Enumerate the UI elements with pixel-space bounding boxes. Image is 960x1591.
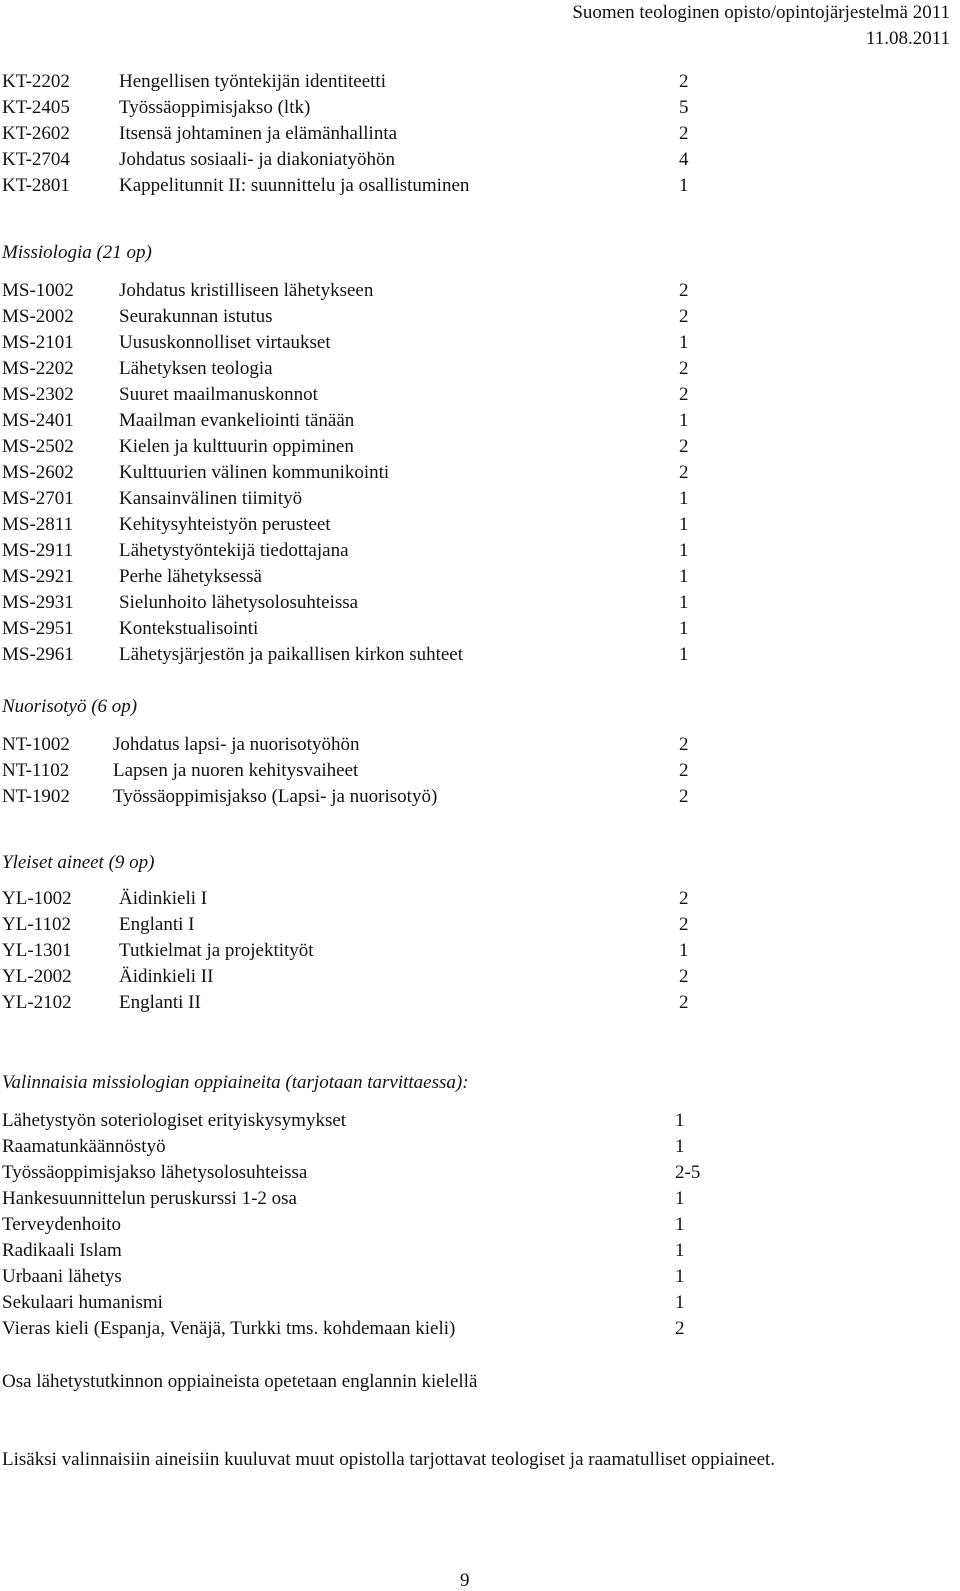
course-code: MS-2202 — [2, 358, 74, 379]
course-name: Lapsen ja nuoren kehitysvaiheet — [113, 760, 359, 781]
course-name: Tutkielmat ja projektityöt — [119, 940, 314, 961]
course-name: Uususkonnolliset virtaukset — [119, 332, 331, 353]
course-code: YL-1102 — [2, 914, 71, 935]
header-date: 11.08.2011 — [865, 28, 950, 49]
elective-row — [2, 1238, 685, 1264]
course-code: MS-2911 — [2, 540, 74, 561]
course-name: Englanti I — [119, 914, 195, 935]
elective-name: Raamatunkäännöstyö — [2, 1136, 166, 1157]
course-code: KT-2202 — [2, 71, 70, 92]
course-name: Seurakunnan istutus — [119, 306, 273, 327]
course-code: MS-2602 — [2, 462, 74, 483]
course-name: Työssäoppimisjakso (ltk) — [119, 97, 311, 118]
elective-credits: 1 — [675, 1110, 685, 1131]
course-credits: 2 — [679, 71, 689, 92]
course-credits: 2 — [679, 734, 689, 755]
elective-row — [2, 1264, 685, 1290]
course-code: KT-2704 — [2, 149, 70, 170]
course-credits: 2 — [679, 280, 689, 301]
course-name: Kansainvälinen tiimityö — [119, 488, 303, 509]
course-name: Äidinkieli II — [119, 966, 214, 987]
course-credits: 2 — [679, 992, 689, 1013]
course-credits: 1 — [679, 175, 689, 196]
course-code: NT-1902 — [2, 786, 70, 807]
page-number: 9 — [460, 1570, 470, 1591]
course-code: NT-1002 — [2, 734, 70, 755]
elective-credits: 1 — [675, 1214, 685, 1235]
note-additional: Lisäksi valinnaisiin aineisiin kuuluvat muut opistolla tarjottavat teologiset ja raamatulliset oppiaineet. — [2, 1449, 776, 1470]
course-code: MS-1002 — [2, 280, 74, 301]
course-code: KT-2405 — [2, 97, 70, 118]
section-heading-nuorisotyo: Nuorisotyö (6 op) — [2, 696, 138, 717]
course-code: MS-2401 — [2, 410, 74, 431]
course-code: MS-2951 — [2, 618, 74, 639]
course-code: MS-2502 — [2, 436, 74, 457]
course-credits: 5 — [679, 97, 689, 118]
course-code: MS-2002 — [2, 306, 74, 327]
course-name: Itsensä johtaminen ja elämänhallinta — [119, 123, 398, 144]
course-code: YL-2102 — [2, 992, 72, 1013]
course-name: Sielunhoito lähetysolosuhteissa — [119, 592, 359, 613]
course-credits: 1 — [679, 514, 689, 535]
course-name: Kontekstualisointi — [119, 618, 259, 639]
elective-credits: 1 — [675, 1136, 685, 1157]
elective-credits: 2-5 — [675, 1162, 701, 1183]
elective-credits: 1 — [675, 1240, 685, 1261]
course-credits: 2 — [679, 436, 689, 457]
course-name: Englanti II — [119, 992, 201, 1013]
course-code: MS-2101 — [2, 332, 74, 353]
elective-row — [2, 1186, 685, 1212]
section-heading-valinnaisia: Valinnaisia missiologian oppiaineita (tarjotaan tarvittaessa): — [2, 1072, 469, 1093]
elective-name: Sekulaari humanismi — [2, 1292, 163, 1313]
course-name: Työssäoppimisjakso (Lapsi- ja nuorisotyö) — [113, 786, 438, 807]
course-credits: 2 — [679, 123, 689, 144]
course-code: YL-1002 — [2, 888, 72, 909]
elective-row — [2, 1212, 685, 1238]
course-name: Kehitysyhteistyön perusteet — [119, 514, 331, 535]
course-code: MS-2961 — [2, 644, 74, 665]
course-credits: 1 — [679, 410, 689, 431]
course-code: MS-2302 — [2, 384, 74, 405]
elective-name: Terveydenhoito — [2, 1214, 121, 1235]
course-name: Suuret maailmanuskonnot — [119, 384, 318, 405]
course-name: Lähetyksen teologia — [119, 358, 273, 379]
course-code: KT-2602 — [2, 123, 70, 144]
elective-name: Urbaani lähetys — [2, 1266, 122, 1287]
elective-credits: 1 — [675, 1188, 685, 1209]
course-credits: 1 — [679, 332, 689, 353]
elective-name: Radikaali Islam — [2, 1240, 122, 1261]
course-credits: 1 — [679, 540, 689, 561]
course-code: MS-2701 — [2, 488, 74, 509]
course-name: Kielen ja kulttuurin oppiminen — [119, 436, 354, 457]
course-credits: 4 — [679, 149, 689, 170]
course-credits: 2 — [679, 966, 689, 987]
elective-credits: 1 — [675, 1266, 685, 1287]
elective-name: Vieras kieli (Espanja, Venäjä, Turkki tms. kohdemaan kieli) — [2, 1318, 456, 1339]
course-code: YL-1301 — [2, 940, 72, 961]
course-code: MS-2921 — [2, 566, 74, 587]
course-credits: 2 — [679, 306, 689, 327]
course-name: Johdatus lapsi- ja nuorisotyöhön — [113, 734, 360, 755]
course-credits: 1 — [679, 618, 689, 639]
course-credits: 1 — [679, 592, 689, 613]
elective-name: Lähetystyön soteriologiset erityiskysymykset — [2, 1110, 347, 1131]
section-heading-yleiset: Yleiset aineet (9 op) — [2, 852, 155, 873]
elective-row — [2, 1108, 685, 1134]
course-credits: 2 — [679, 358, 689, 379]
course-credits: 2 — [679, 462, 689, 483]
course-credits: 1 — [679, 488, 689, 509]
course-name: Maailman evankeliointi tänään — [119, 410, 355, 431]
elective-row — [2, 1290, 685, 1316]
course-credits: 1 — [679, 566, 689, 587]
course-code: MS-2931 — [2, 592, 74, 613]
course-credits: 1 — [679, 644, 689, 665]
course-name: Hengellisen työntekijän identiteetti — [119, 71, 386, 92]
elective-row — [2, 1316, 685, 1342]
elective-credits: 2 — [675, 1318, 685, 1339]
course-credits: 2 — [679, 914, 689, 935]
course-code: MS-2811 — [2, 514, 74, 535]
elective-row — [2, 1160, 701, 1186]
course-name: Kulttuurien välinen kommunikointi — [119, 462, 390, 483]
course-name: Johdatus sosiaali- ja diakoniatyöhön — [119, 149, 395, 170]
note-english: Osa lähetystutkinnon oppiaineista opetetaan englannin kielellä — [2, 1371, 478, 1392]
course-name: Kappelitunnit II: suunnittelu ja osallistuminen — [119, 175, 470, 196]
course-code: NT-1102 — [2, 760, 70, 781]
course-name: Lähetystyöntekijä tiedottajana — [119, 540, 349, 561]
elective-name: Hankesuunnittelun peruskurssi 1-2 osa — [2, 1188, 297, 1209]
course-credits: 2 — [679, 888, 689, 909]
course-code: KT-2801 — [2, 175, 70, 196]
elective-row — [2, 1134, 685, 1160]
course-name: Johdatus kristilliseen lähetykseen — [119, 280, 374, 301]
course-name: Perhe lähetyksessä — [119, 566, 262, 587]
header-title: Suomen teologinen opisto/opintojärjestelmä 2011 — [572, 2, 950, 23]
page-header — [572, 0, 950, 52]
course-code: YL-2002 — [2, 966, 72, 987]
course-credits: 1 — [679, 940, 689, 961]
section-heading-missiologia: Missiologia (21 op) — [2, 242, 152, 263]
elective-credits: 1 — [675, 1292, 685, 1313]
course-credits: 2 — [679, 786, 689, 807]
course-name: Äidinkieli I — [119, 888, 208, 909]
course-credits: 2 — [679, 384, 689, 405]
course-credits: 2 — [679, 760, 689, 781]
course-name: Lähetysjärjestön ja paikallisen kirkon suhteet — [119, 644, 464, 665]
elective-name: Työssäoppimisjakso lähetysolosuhteissa — [2, 1162, 308, 1183]
